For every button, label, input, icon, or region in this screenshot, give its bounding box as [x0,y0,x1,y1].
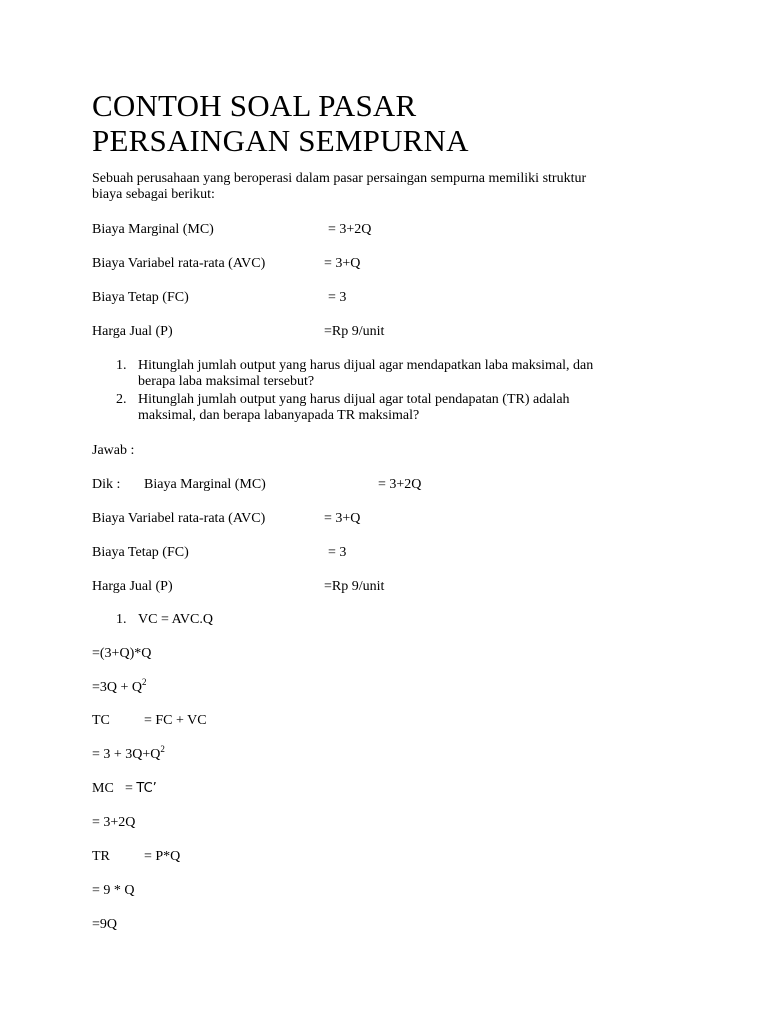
calc-expr [125,781,157,797]
known-row-avc [92,511,692,527]
intro-line-1: Sebuah perusahaan yang beroperasi dalam pasar persaingan sempurna memiliki struktur [92,171,587,186]
calc-line-tc [92,713,692,729]
known-row-mc [92,477,692,493]
intro-line-2: biaya sebagai berikut: [92,187,215,202]
calc-line-tc-result [92,744,165,763]
given-value: =Rp 9/unit [324,324,385,339]
given-row-avc [92,256,692,272]
step-line: VC = AVC.Q [138,612,213,627]
calc-line-vc-result [92,677,147,696]
calc-line-tr-sub: = 9 * Q [92,883,135,898]
exponent: 2 [142,677,147,687]
calc-label: TR [92,849,110,864]
known-label: Biaya Variabel rata-rata (AVC) [92,511,266,526]
known-value: =Rp 9/unit [324,579,385,594]
exponent: 2 [160,744,165,754]
step-number: 1. [116,612,127,627]
known-label: Harga Jual (P) [92,579,173,594]
given-value: = 3 [328,290,347,305]
given-label: Harga Jual (P) [92,324,173,339]
page-title [92,88,469,158]
step-text [138,612,678,628]
calc-line-mc [92,781,692,797]
calc-line-tr-result: =9Q [92,917,118,932]
dik-prefix: Dik : [92,477,121,492]
question-text [138,358,678,390]
answer-heading: Jawab : [92,443,135,458]
calc-expr: = FC + VC [144,713,207,728]
known-value: = 3+Q [324,511,361,526]
calc-expr-prefix: = [125,781,137,796]
calc-label: MC [92,781,114,796]
intro-paragraph [92,171,692,203]
title-line-1: CONTOH SOAL PASAR [92,88,417,123]
given-row-p [92,324,692,340]
question-line: Hitunglah jumlah output yang harus dijual agar mendapatkan laba maksimal, dan [138,358,594,373]
answer-step-1 [116,612,416,628]
given-row-fc [92,290,692,306]
known-label: Biaya Tetap (FC) [92,545,189,560]
question-line: berapa laba maksimal tersebut? [138,374,315,389]
calc-expr: = P*Q [144,849,181,864]
known-value: = 3+2Q [378,477,422,492]
question-line: Hitunglah jumlah output yang harus dijual agar total pendapatan (TR) adalah [138,392,570,407]
question-line: maksimal, dan berapa labanyapada TR maksimal? [138,408,420,423]
calc-line-tr [92,849,692,865]
given-label: Biaya Variabel rata-rata (AVC) [92,256,266,271]
question-number: 2. [116,392,127,407]
given-label: Biaya Tetap (FC) [92,290,189,305]
calc-label: TC [92,713,110,728]
known-label: Biaya Marginal (MC) [144,477,266,492]
question-item-2 [116,392,676,424]
given-label: Biaya Marginal (MC) [92,222,214,237]
calc-line-vc-expand: =(3+Q)*Q [92,646,152,661]
given-row-mc [92,222,692,238]
question-number: 1. [116,358,127,373]
calc-line-mc-result: = 3+2Q [92,815,136,830]
calc-text: = 3 + 3Q+Q [92,747,161,762]
question-item-1 [116,358,676,390]
known-row-fc [92,545,692,561]
calc-expr-rest: TC’ [136,781,157,796]
given-value: = 3+Q [324,256,361,271]
question-text [138,392,678,424]
known-value: = 3 [328,545,347,560]
calc-text: =3Q + Q [92,680,143,695]
title-line-2: PERSAINGAN SEMPURNA [92,123,469,158]
given-value: = 3+2Q [328,222,372,237]
known-row-p [92,579,692,595]
